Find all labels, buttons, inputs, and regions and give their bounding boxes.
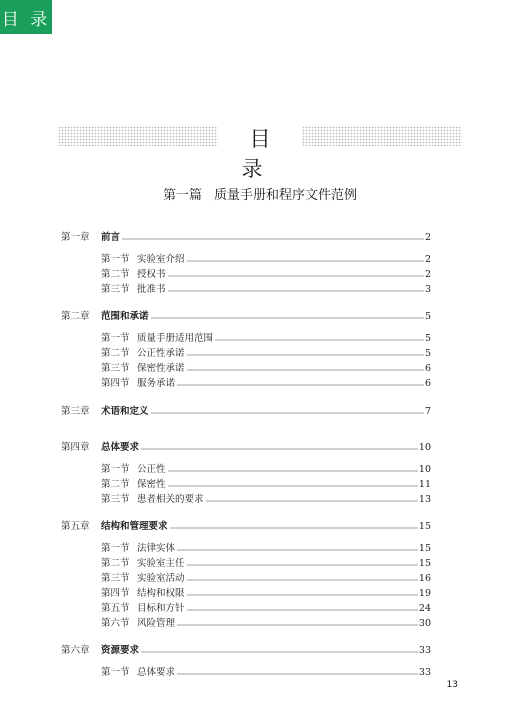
page-ref: 5 <box>424 348 431 359</box>
section-title: 总体要求 <box>137 667 176 678</box>
section-title: 结构和权限 <box>137 588 185 599</box>
section-number: 第二节 <box>101 269 130 280</box>
toc-section[interactable] <box>101 462 431 475</box>
section-title: 实验室活动 <box>137 573 185 584</box>
dot-leader <box>187 259 424 262</box>
section-title: 公正性 <box>137 464 166 475</box>
toc-section[interactable] <box>101 571 431 584</box>
toc-section[interactable] <box>101 616 431 629</box>
dot-leader <box>177 672 418 675</box>
part-heading <box>0 184 520 203</box>
chapter-number: 第二章 <box>61 311 90 322</box>
toc-section[interactable] <box>101 376 431 389</box>
page-ref: 3 <box>424 284 431 295</box>
dot-leader <box>168 484 418 487</box>
section-number: 第一节 <box>101 333 130 344</box>
section-number: 第二节 <box>101 558 130 569</box>
section-number: 第三节 <box>101 494 130 505</box>
dot-leader <box>151 411 424 414</box>
dot-leader <box>177 623 418 626</box>
page-ref: 10 <box>418 442 431 453</box>
dot-leader <box>141 650 418 653</box>
chapter-number: 第四章 <box>61 442 90 453</box>
page-ref: 15 <box>418 558 431 569</box>
section-number: 第四节 <box>101 588 130 599</box>
page-ref: 19 <box>418 588 431 599</box>
page-ref: 6 <box>424 363 431 374</box>
section-number: 第二节 <box>101 348 130 359</box>
dot-leader <box>168 289 424 292</box>
page-ref: 5 <box>424 333 431 344</box>
toc-chapter[interactable] <box>61 230 431 243</box>
page-ref: 33 <box>418 667 431 678</box>
chapter-number: 第三章 <box>61 406 90 417</box>
section-title: 授权书 <box>137 269 166 280</box>
toc-section[interactable] <box>101 477 431 490</box>
toc-section[interactable] <box>101 665 431 678</box>
section-number: 第三节 <box>101 363 130 374</box>
dot-leader <box>187 593 418 596</box>
section-title: 患者相关的要求 <box>137 494 204 505</box>
toc-section[interactable] <box>101 492 431 505</box>
toc-chapter[interactable] <box>61 643 431 656</box>
page-ref: 5 <box>424 311 431 322</box>
toc-section[interactable] <box>101 346 431 359</box>
section-number: 第一节 <box>101 667 130 678</box>
toc-section[interactable] <box>101 556 431 569</box>
chapter-title: 范围和承诺 <box>101 311 149 322</box>
dot-leader <box>177 548 418 551</box>
dot-leader <box>122 237 424 240</box>
part-number: 第一篇 <box>162 188 202 203</box>
title-band <box>58 126 462 181</box>
toc-chapter[interactable] <box>61 440 431 453</box>
page-ref: 11 <box>418 479 431 490</box>
page-ref: 15 <box>418 521 431 532</box>
dot-leader <box>187 578 418 581</box>
dot-leader <box>187 608 418 611</box>
section-number: 第四节 <box>101 378 130 389</box>
section-number: 第一节 <box>101 464 130 475</box>
dot-leader <box>187 368 424 371</box>
dot-leader <box>215 338 424 341</box>
section-number: 第五节 <box>101 603 130 614</box>
section-number: 第三节 <box>101 284 130 295</box>
section-title: 目标和方针 <box>137 603 185 614</box>
toc-section[interactable] <box>101 541 431 554</box>
dot-leader <box>141 447 418 450</box>
toc-section[interactable] <box>101 601 431 614</box>
decorative-dot-pattern <box>302 126 462 146</box>
page-ref: 16 <box>418 573 431 584</box>
section-title: 法律实体 <box>137 543 176 554</box>
chapter-number: 第一章 <box>61 232 90 243</box>
decorative-dot-pattern <box>58 126 218 146</box>
toc-section[interactable] <box>101 586 431 599</box>
page-ref: 13 <box>418 494 431 505</box>
toc-chapter[interactable] <box>61 309 431 322</box>
dot-leader <box>177 383 424 386</box>
chapter-title: 前言 <box>101 232 121 243</box>
section-title: 保密性承诺 <box>137 363 185 374</box>
section-title: 服务承诺 <box>137 378 176 389</box>
toc-section[interactable] <box>101 282 431 295</box>
toc-section[interactable] <box>101 252 431 265</box>
page-ref: 15 <box>418 543 431 554</box>
page-number: 13 <box>446 680 458 690</box>
chapter-title: 术语和定义 <box>101 406 149 417</box>
chapter-title: 结构和管理要求 <box>101 521 168 532</box>
page-ref: 10 <box>418 464 431 475</box>
page-ref: 2 <box>424 232 431 243</box>
page-ref: 2 <box>424 254 431 265</box>
chapter-number: 第六章 <box>61 645 90 656</box>
dot-leader <box>206 499 418 502</box>
chapter-title: 总体要求 <box>101 442 140 453</box>
toc-section[interactable] <box>101 361 431 374</box>
chapter-number: 第五章 <box>61 521 90 532</box>
page-ref: 24 <box>418 603 431 614</box>
section-number: 第一节 <box>101 543 130 554</box>
section-number: 第六节 <box>101 618 130 629</box>
section-tab: 目 录 <box>0 0 52 34</box>
page-ref: 7 <box>424 406 431 417</box>
page-ref: 2 <box>424 269 431 280</box>
section-title: 实验室介绍 <box>137 254 185 265</box>
dot-leader <box>168 274 424 277</box>
toc-chapter[interactable] <box>61 519 431 532</box>
dot-leader <box>151 316 424 319</box>
section-title: 公正性承诺 <box>137 348 185 359</box>
toc-chapter[interactable] <box>61 404 431 417</box>
part-title: 质量手册和程序文件范例 <box>214 188 358 203</box>
section-number: 第二节 <box>101 479 130 490</box>
section-title: 风险管理 <box>137 618 176 629</box>
dot-leader <box>187 563 418 566</box>
page-title: 目 录 <box>241 127 287 181</box>
toc-section[interactable] <box>101 267 431 280</box>
section-number: 第三节 <box>101 573 130 584</box>
dot-leader <box>170 526 418 529</box>
page-ref: 33 <box>418 645 431 656</box>
section-title: 保密性 <box>137 479 166 490</box>
chapter-title: 资源要求 <box>101 645 140 656</box>
section-title: 批准书 <box>137 284 166 295</box>
toc-section[interactable] <box>101 331 431 344</box>
dot-leader <box>168 469 418 472</box>
page-ref: 30 <box>418 618 431 629</box>
dot-leader <box>187 353 424 356</box>
page-ref: 6 <box>424 378 431 389</box>
section-number: 第一节 <box>101 254 130 265</box>
section-title: 质量手册适用范围 <box>137 333 214 344</box>
section-title: 实验室主任 <box>137 558 185 569</box>
